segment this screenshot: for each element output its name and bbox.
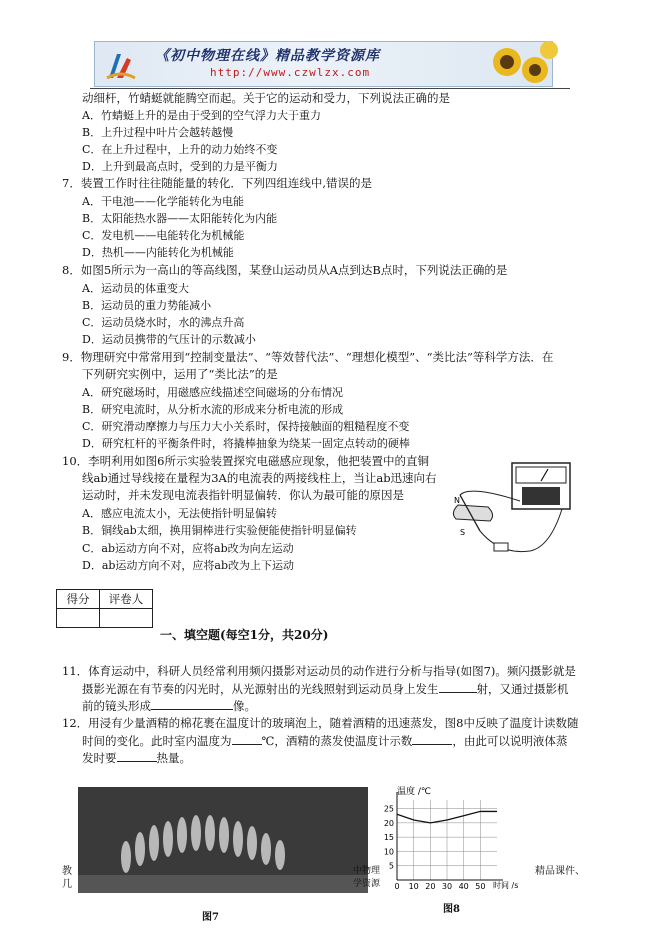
magnet-pole-n: N [454, 496, 460, 505]
q11-line2 [82, 681, 569, 697]
watermark-mid-2: 学资源 [353, 879, 381, 889]
logo-icon [103, 48, 139, 82]
score-cell[interactable] [57, 609, 100, 628]
q11-blank-1[interactable] [439, 681, 477, 693]
watermark-left-1: 教 [62, 866, 72, 877]
x-tick-label: 0 [394, 882, 400, 891]
figure-8-caption: 图8 [443, 904, 460, 915]
q9-option-c: C．研究滑动摩擦力与压力大小关系时，保持接触面的粗糙程度不变 [82, 420, 410, 433]
q10-stem-line2: 线ab通过导线接在量程为3A的电流表的两接线柱上，当让ab迅速向右 [82, 471, 437, 485]
grader-cell[interactable] [100, 609, 153, 628]
x-tick-label: 40 [458, 882, 469, 891]
q6-option-b: B．上升过程中叶片会越转越慢 [82, 126, 234, 139]
x-tick-label: 50 [475, 882, 486, 891]
section-heading: 一、填空题(每空1分，共20分) [160, 628, 329, 642]
q8-option-c: C．运动员烧水时，水的沸点升高 [82, 316, 245, 329]
lead-wire-2 [460, 491, 520, 501]
chart-ylabel: 温度 /℃ [397, 787, 432, 797]
q9-option-d: D．研究杠杆的平衡条件时，将撬棒抽象为绕某一固定点转动的硬棒 [82, 437, 410, 450]
chart-axes [397, 792, 503, 880]
q8-stem: 8．如图5所示为一高山的等高线图，某登山运动员从A点到达B点时，下列说法正确的是 [62, 263, 508, 277]
q10-option-a: A．感应电流太小，无法使指针明显偏转 [82, 507, 277, 520]
q9-option-b: B．研究电流时，从分析水流的形成来分析电流的形成 [82, 403, 344, 416]
watermark-right: 精品课件、 [535, 866, 585, 877]
magnet-pole-s: S [460, 528, 466, 537]
q12-blank-2[interactable] [412, 733, 452, 745]
x-tick-label: 10 [408, 882, 419, 891]
q6-option-c: C．在上升过程中，上升的动力始终不变 [82, 143, 278, 156]
q11-line3 [82, 698, 256, 714]
y-tick-label: 25 [383, 804, 394, 814]
q9-stem-line1: 9．物理研究中常常用到“控制变量法”、“等效替代法”、“理想化模型”、“类比法”等科学方法．在 [62, 350, 554, 364]
q12-blank-3[interactable] [117, 750, 157, 762]
ammeter-terminals [522, 487, 560, 505]
q7-stem: 7．装置工作时往往随能量的转化．下列四组连线中,错误的是 [62, 176, 372, 190]
q6-stem: 动细杆，竹蜻蜓就能腾空而起。关于它的运动和受力，下列说法正确的是 [82, 91, 450, 105]
q10-stem-line3: 运动时，并未发现电流表指针明显偏转．你认为最可能的原因是 [82, 488, 404, 502]
figure-6-apparatus [430, 455, 580, 575]
q11-line1: 11．体育运动中，科研人员经常利用频闪摄影对运动员的动作进行分析与指导(如图7)。频闪摄影就是 [62, 664, 576, 678]
figure-7-photo [78, 787, 368, 893]
q7-option-b: B．太阳能热水器——太阳能转化为内能 [82, 212, 278, 225]
q10-option-b: B．铜线ab太细，换用铜棒进行实验便能使指针明显偏转 [82, 524, 357, 537]
figure-8-chart [367, 780, 519, 895]
q12-line3-text-b: 热量。 [156, 751, 191, 765]
watermark-left-2: 几 [62, 879, 72, 890]
q12-line2-text-b: ℃，酒精的蒸发使温度计示数 [261, 734, 413, 748]
q11-line2-text-b: 射，又通过摄影机 [476, 682, 569, 696]
chart-ticks [384, 805, 486, 891]
q12-line2-text-a: 时间的变化。此时室内温度为 [82, 734, 232, 748]
chart-xlabel: 时间 /s [493, 881, 519, 890]
q7-option-c: C．发电机——电能转化为机械能 [82, 229, 245, 242]
q12-line1: 12．用浸有少量酒精的棉花裹在温度计的玻璃泡上，随着酒精的迅速蒸发，图8中反映了温度计读数随 [62, 716, 579, 730]
q7-option-a: A．干电池——化学能转化为电能 [82, 195, 244, 208]
q11-line3-text-b: 像。 [233, 699, 256, 713]
q12-line3-text-a: 发时要 [82, 751, 117, 765]
q9-stem-line2: 下列研究实例中，运用了“类比法”的是 [82, 367, 278, 381]
q7-option-d: D．热机——内能转化为机械能 [82, 246, 234, 259]
q12-line2 [82, 733, 567, 749]
q6-option-a: A．竹蜻蜓上升的是由于受到的空气浮力大于重力 [82, 109, 321, 122]
q11-line2-text-a: 摄影光源在有节奏的闪光时，从光源射出的光线照射到运动员身上发生 [82, 682, 439, 696]
q12-line3 [82, 750, 191, 766]
grader-header: 评卷人 [100, 590, 153, 609]
q10-stem-line1: 10．李明利用如图6所示实验装置探究电磁感应现象，他把装置中的直铜 [62, 454, 429, 468]
q8-option-a: A．运动员的体重变大 [82, 282, 189, 295]
figure-7-caption: 图7 [202, 912, 219, 923]
q6-option-d: D．上升到最高点时，受到的力是平衡力 [82, 160, 278, 173]
q10-option-c: C．ab运动方向不对，应将ab改为向左运动 [82, 542, 294, 555]
x-tick-label: 30 [441, 882, 453, 891]
q12-line2-text-c: ，由此可以说明液体蒸 [452, 734, 568, 748]
y-tick-label: 20 [383, 818, 394, 828]
sunflower-icon [487, 42, 553, 88]
y-tick-label: 10 [383, 847, 394, 857]
y-tick-label: 5 [388, 861, 394, 871]
strobe-figures [78, 787, 368, 893]
q12-blank-1[interactable] [232, 733, 262, 745]
header-title: 《初中物理在线》精品教学资源库 [155, 48, 380, 64]
watermark-mid-1: 中物理 [353, 866, 381, 876]
header-rule [90, 88, 570, 89]
q11-blank-2[interactable] [151, 698, 233, 710]
switch [494, 543, 508, 551]
score-table [56, 589, 153, 628]
q8-option-b: B．运动员的重力势能减小 [82, 299, 212, 312]
q9-option-a: A．研究磁场时，用磁感应线描述空间磁场的分布情况 [82, 386, 343, 399]
q11-line3-text-a: 前的镜头形成 [82, 699, 151, 713]
q8-option-d: D．运动员携带的气压计的示数减小 [82, 333, 256, 346]
header-url[interactable]: http://www.czwlzx.com [210, 66, 371, 79]
q10-option-d: D．ab运动方向不对，应将ab改为上下运动 [82, 559, 295, 572]
score-header: 得分 [57, 590, 100, 609]
x-tick-label: 20 [425, 882, 436, 891]
y-tick-label: 15 [383, 833, 394, 843]
